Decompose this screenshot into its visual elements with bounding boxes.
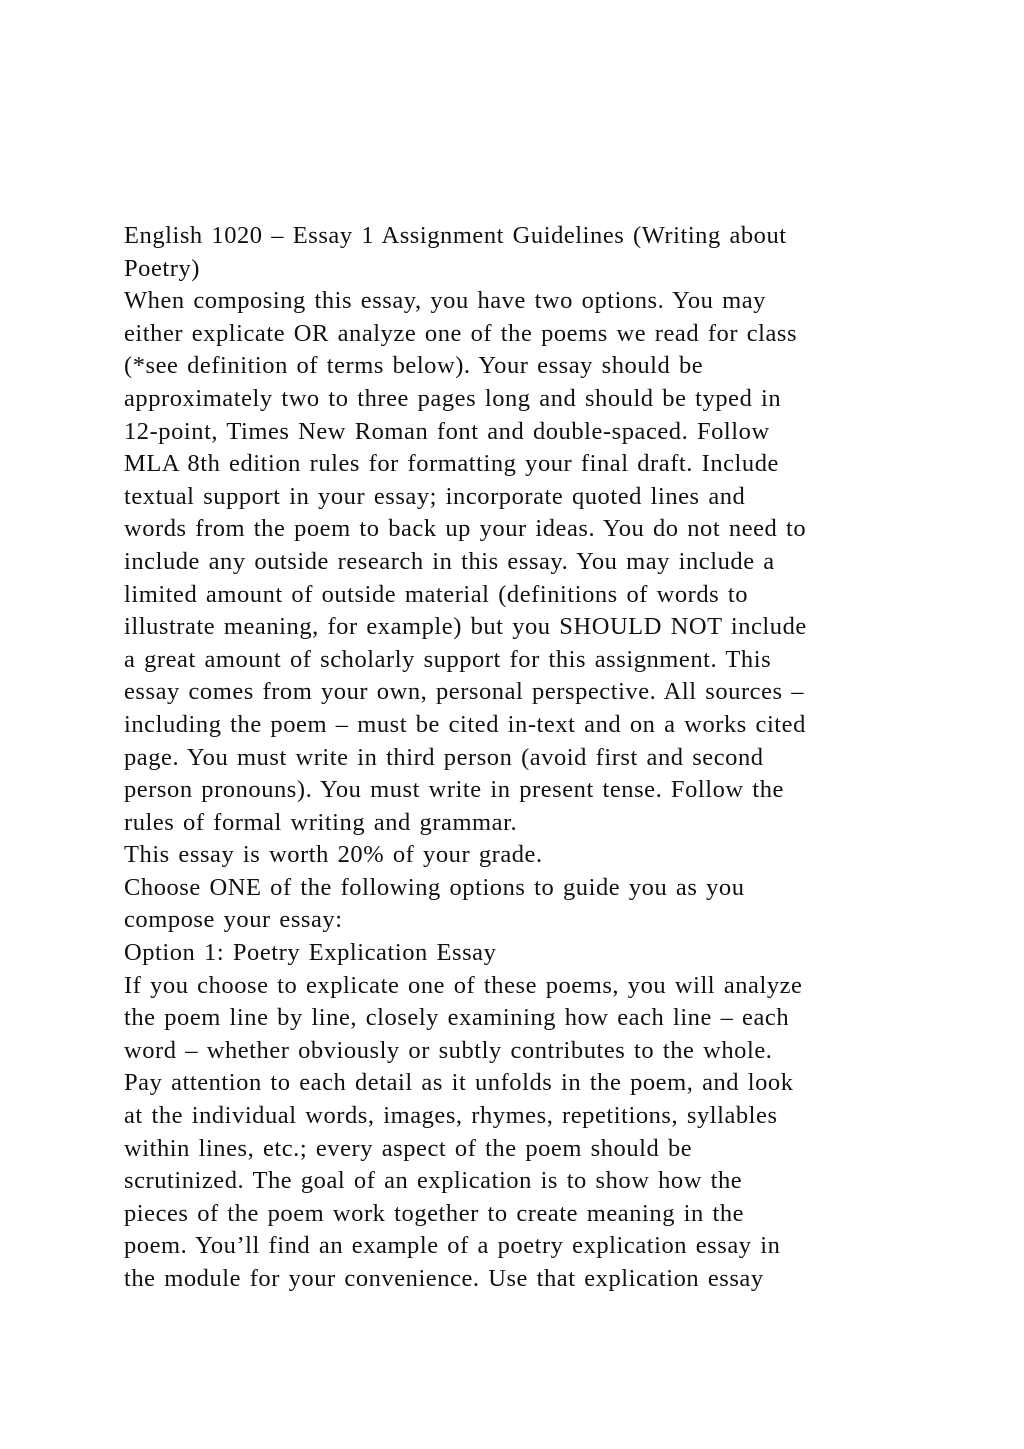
document-line: the poem line by line, closely examining how each line – each (124, 1004, 790, 1032)
document-line: When composing this essay, you have two options. You may (124, 287, 766, 315)
document-line: Poetry) (124, 254, 200, 282)
document-line: the module for your convenience. Use that explication essay (124, 1265, 764, 1292)
document-line: Choose ONE of the following options to guide you as you (124, 873, 745, 901)
document-line: compose your essay: (124, 906, 343, 934)
document-line: page. You must write in third person (avoid first and second (124, 743, 764, 771)
document-line: (*see definition of terms below). Your essay should be (124, 352, 704, 380)
document-line: word – whether obviously or subtly contributes to the whole. (124, 1036, 773, 1064)
document-line: at the individual words, images, rhymes, repetitions, syllables (124, 1102, 778, 1130)
document-line: scrutinized. The goal of an explication is to show how the (124, 1167, 743, 1195)
document-line: person pronouns). You must write in present tense. Follow the (124, 776, 784, 804)
document-line: Pay attention to each detail as it unfolds in the poem, and look (124, 1069, 794, 1097)
document-line: limited amount of outside material (definitions of words to (124, 580, 749, 608)
document-line: illustrate meaning, for example) but you SHOULD NOT include (124, 613, 807, 641)
document-line: including the poem – must be cited in-text and on a works cited (124, 710, 806, 738)
document-line: textual support in your essay; incorporate quoted lines and (124, 482, 746, 510)
document-line: pieces of the poem work together to create meaning in the (124, 1199, 745, 1227)
document-line: words from the poem to back up your ideas. You do not need to (124, 515, 807, 543)
document-line: essay comes from your own, personal perspective. All sources – (124, 678, 805, 706)
document-body (124, 220, 904, 1296)
document-line: Option 1: Poetry Explication Essay (124, 939, 497, 967)
document-line: rules of formal writing and grammar. (124, 808, 518, 836)
document-line: a great amount of scholarly support for this assignment. This (124, 645, 772, 673)
document-line: either explicate OR analyze one of the poems we read for class (124, 319, 798, 347)
document-line: within lines, etc.; every aspect of the poem should be (124, 1134, 693, 1162)
document-line: If you choose to explicate one of these poems, you will analyze (124, 971, 803, 999)
document-line: This essay is worth 20% of your grade. (124, 841, 543, 869)
document-line: 12-point, Times New Roman font and double-spaced. Follow (124, 417, 770, 445)
document-line: MLA 8th edition rules for formatting your final draft. Include (124, 450, 779, 478)
document-line: approximately two to three pages long and should be typed in (124, 384, 782, 412)
document-line: include any outside research in this essay. You may include a (124, 547, 775, 575)
document-line: English 1020 – Essay 1 Assignment Guidelines (Writing about (124, 222, 787, 249)
document-line: poem. You’ll find an example of a poetry explication essay in (124, 1232, 781, 1260)
